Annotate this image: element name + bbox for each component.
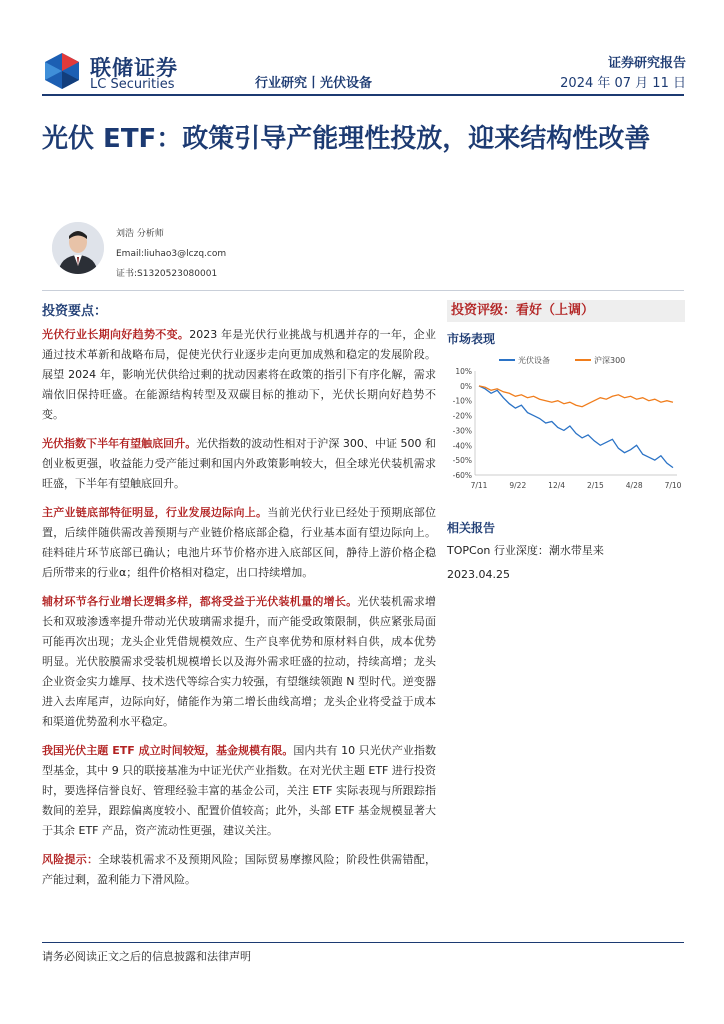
paragraph-lead: 我国光伏主题 ETF 成立时间较短，基金规模有限。 bbox=[42, 744, 294, 757]
related-report-date: 2023.04.25 bbox=[447, 568, 510, 581]
header-divider bbox=[42, 94, 684, 96]
analyst-info bbox=[116, 224, 226, 284]
market-chart-svg bbox=[447, 353, 685, 493]
risk-lead: 风险提示： bbox=[42, 853, 99, 866]
series-line-csi300 bbox=[479, 386, 673, 407]
investment-summary bbox=[42, 300, 436, 899]
page-header bbox=[0, 0, 724, 98]
sidebar bbox=[447, 300, 685, 584]
y-tick-label: -10% bbox=[452, 396, 472, 406]
y-tick-label: -30% bbox=[452, 426, 472, 436]
y-tick-label: -50% bbox=[452, 456, 472, 466]
summary-paragraph bbox=[42, 434, 436, 494]
related-report-title[interactable]: TOPCon 行业深度：潮水带星来 bbox=[447, 544, 604, 557]
paragraph-lead: 光伏行业长期向好趋势不变。 bbox=[42, 328, 190, 341]
paragraph-body: 2023 年是光伏行业挑战与机遇并存的一年，企业通过技术革新和战略布局，促使光伏行业逐步走向更加成熟和稳定的发展阶段。展望 2024 年，影响光伏供给过剩的扰动因素将在政策的指引下有序化解，需求端依旧保持旺盛。在能源结构转型及双碳目标的推动下，光伏长期向好趋势不变。 bbox=[42, 328, 436, 421]
report-type: 证券研究报告 bbox=[607, 56, 686, 71]
report-title: 光伏 ETF：政策引导产能理性投放，迎来结构性改善 bbox=[42, 124, 651, 154]
brand-name-en: LC Securities bbox=[90, 77, 175, 92]
summary-paragraph bbox=[42, 325, 436, 425]
related-reports-title: 相关报告 bbox=[447, 521, 496, 535]
investment-rating: 投资评级：看好（上调） bbox=[447, 300, 685, 322]
market-performance-title: 市场表现 bbox=[447, 332, 496, 346]
y-tick-label: -40% bbox=[452, 441, 472, 451]
legend-label: 沪深300 bbox=[594, 356, 626, 365]
x-tick-label: 2/15 bbox=[586, 481, 604, 490]
summary-paragraph bbox=[42, 503, 436, 583]
market-chart bbox=[447, 353, 685, 493]
footer-disclaimer: 请务必阅读正文之后的信息披露和法律声明 bbox=[42, 950, 251, 963]
paragraph-lead: 主产业链底部特征明显，行业发展边际向上。 bbox=[42, 506, 268, 519]
y-tick-label: 10% bbox=[455, 367, 472, 376]
section-divider bbox=[42, 290, 684, 291]
x-tick-label: 7/10 bbox=[664, 481, 682, 490]
x-tick-label: 4/28 bbox=[625, 481, 643, 490]
report-date: 2024 年 07 月 11 日 bbox=[560, 76, 686, 91]
y-tick-label: 0% bbox=[460, 381, 472, 391]
lc-logo-icon bbox=[42, 51, 82, 91]
paragraph-body: 国内共有 10 只光伏产业指数型基金，其中 9 只的联接基准为中证光伏产业指数。在对光伏主题 ETF 进行投资时，要选择信誉良好、管理经验丰富的基金公司，关注 ETF 实际表现与所跟踪指数间的差异，跟踪偏离度较小、配置价值较高；此外，头部 ETF 基金规模显著大于其余 ETF 产品，资产流动性更强，建议关注。 bbox=[42, 744, 436, 837]
analyst-license: 证书:S1320523080001 bbox=[116, 269, 218, 279]
y-tick-label: -60% bbox=[452, 471, 472, 480]
footer-divider bbox=[42, 942, 684, 943]
summary-heading: 投资要点： bbox=[42, 304, 108, 319]
paragraph-lead: 光伏指数下半年有望触底回升。 bbox=[42, 437, 197, 450]
analyst-email[interactable]: Email:liuhao3@lczq.com bbox=[116, 249, 227, 259]
x-tick-label: 7/11 bbox=[470, 481, 488, 490]
risk-warning bbox=[42, 850, 436, 890]
y-tick-label: -20% bbox=[452, 411, 472, 421]
summary-paragraph bbox=[42, 592, 436, 732]
paragraph-body: 光伏装机需求增长和双玻渗透率提升带动光伏玻璃需求提升，而产能受政策限制，供应紧张局面可能再次出现；龙头企业凭借规模效应、生产良率优势和原材料自供，成本优势明显。光伏胶膜需求受装机规模增长以及海外需求旺盛的拉动，持续高增；龙头企业资金实力雄厚、技术迭代等综合实力较强，有望继续领跑 N 型时代。逆变器进入去库尾声，边际向好，储能作为第二增长曲线高增；龙头企业将受益于成本和渠道优势盈利水平稳定。 bbox=[42, 595, 437, 728]
x-tick-label: 12/4 bbox=[548, 481, 566, 490]
analyst-name: 刘浩 分析师 bbox=[116, 229, 164, 239]
legend-label: 光伏设备 bbox=[518, 356, 550, 365]
risk-body: 全球装机需求不及预期风险；国际贸易摩擦风险；阶段性供需错配，产能过剩，盈利能力下滑风险。 bbox=[42, 853, 437, 886]
brand-name-cn: 联储证券 bbox=[90, 56, 178, 80]
paragraph-lead: 辅材环节各行业增长逻辑多样，都将受益于光伏装机量的增长。 bbox=[42, 595, 358, 608]
analyst-avatar bbox=[52, 222, 104, 274]
paragraph-body: 当前光伏行业已经处于预期底部位置，后续伴随供需改善预期与产业链价格底部企稳，行业基本面有望边际向上。硅料硅片环节底部已确认；电池片环节价格亦进入底部区间，静待上游价格企稳后所带来的行业α；组件价格相对稳定，出口持续增加。 bbox=[42, 506, 437, 579]
report-category: 行业研究丨光伏设备 bbox=[255, 76, 373, 91]
summary-paragraph bbox=[42, 741, 436, 841]
analyst-photo-icon bbox=[52, 222, 104, 274]
paragraph-body: 光伏指数的波动性相对于沪深 300、中证 500 和创业板更强，收益能力受产能过剩和国内外政策影响较大，但全球光伏装机需求旺盛，下半年有望触底回升。 bbox=[42, 437, 437, 490]
x-tick-label: 9/22 bbox=[509, 481, 527, 490]
